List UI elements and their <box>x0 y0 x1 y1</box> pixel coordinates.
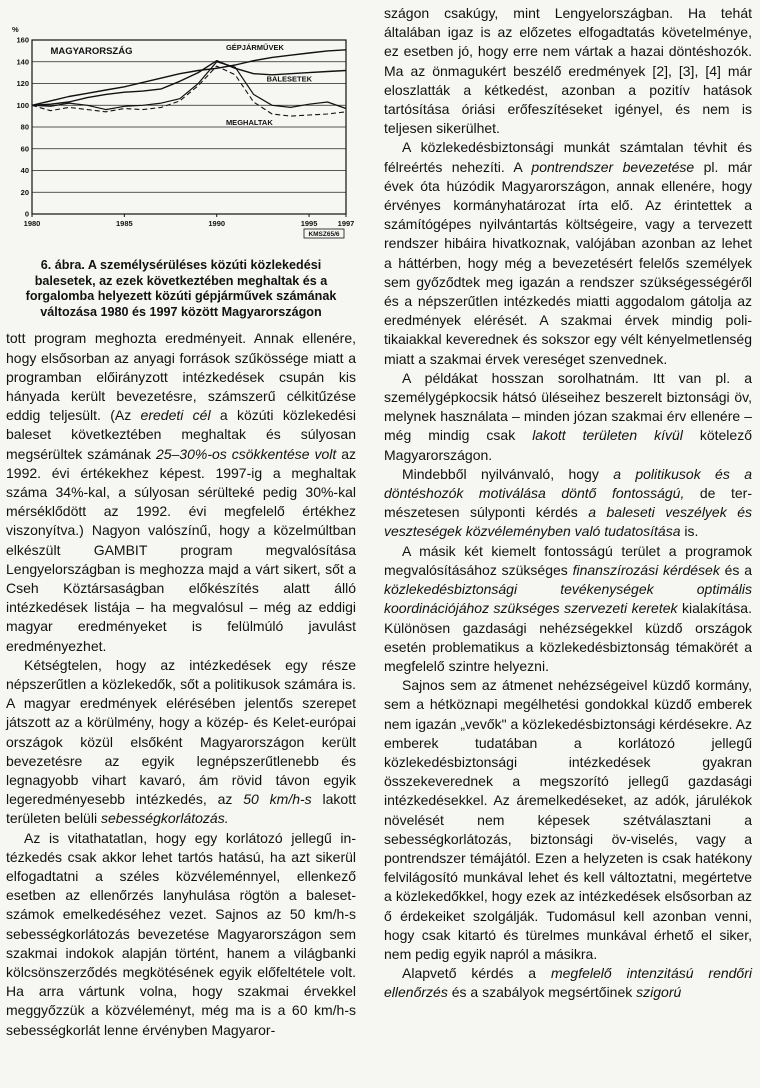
paragraph <box>384 676 752 964</box>
text-run: az 1992. évi értékekhez képest. 1997-ig a meghaltak száma 34%-kal, a súlyosan sérülteké pedig 30%-kal mérséklődött az 1992. évi megfelelő értékhez viszonyítva.) Nagyon valószínű, hogy a közelmúltban elkészült GAMBIT program megvalósítása Lengyelországban is meghozza majd a várt sikert, sőt a Cseh Köztársaságban előkészítés alatt álló intézkedések listája – ha megvalósul – még az eddigi magyar eredményeket is felülmúló javulást eredményezhet. <box>6 445 357 654</box>
text-run: Kétségtelen, hogy az intézkedések egy része népszerűtlen a közlekedők, sőt a politikusok számára is. A magyar eredmények elérésében jelentős szerepet játszott az a körülmény, hogy a közép- és Kelet-európai országok közül elsőként Magyarországon került bevezetésre az egyik legnépszerűtlenebb és legnagyobb vihart kavaró, ám rövid távon egyik legeredményesebb intézkedés, az <box>6 656 356 808</box>
chart-title: MAGYARORSZÁG <box>50 46 133 58</box>
text-run: A példákat hosszan sorolhatnám. Itt van pl. a személygépkocsik hátsó üléseihez beszerelt biztonsági öv, melynek használata – minden józan szakmai érv ellenére – még mindig csak <box>384 369 752 444</box>
paragraph <box>6 829 356 1040</box>
text-run: A közlekedésbiztonsági munkát számtalan tévhit és félreértés nehezíti. A <box>384 139 752 175</box>
emphasis-text: a baleseti veszélyek és veszteségek közvéleményben való tudatosítása <box>384 504 752 540</box>
text-run: A másik két kiemelt fontosságú terület a programok megvalósításához szükséges <box>384 542 752 578</box>
series-line-3 <box>32 62 346 110</box>
text-run: tott program meghozta eredményeit. Annak ellenére, hogy elsősorban az anyagi források szűkössége miatt a programban előirányzott intézkedések csupán kis hányada került bevezetésre, számszerű célkitűzése eddig teljesült. (Az <box>6 330 356 424</box>
emphasis-text: a politikusok és a döntéshozók motiválása döntő fontosságú, <box>384 465 752 502</box>
text-run: Az is vitathatatlan, hogy egy korlátozó jellegű intézkedés csak akkor lehet tartós hatású, ha azt sikerül elfogadtatni a széles közvéleménnyel, ellenkező esetben az ellenőrzés lanyhulása rögtön a balesetszámok emelkedéséhez vezet. Sajnos az 50 km/h-s sebességkorlátozás bevezetése Magyarországon sem szakmai indokok alapján történt, hanem a világbanki kölcsönszerződés megkötésének egyik előfeltétele volt. Ha arra vártunk volna, hogy szakmai érvekkel meggyőzzük a közvéleményt, még ma is a 60 km/h-s sebességkorlát lenne érvényben Magyaror- <box>6 829 356 1038</box>
emphasis-text: közlekedésbiztonsági tevékenységek optimális koordinációjához szükséges szervezeti keretek <box>384 581 752 617</box>
emphasis-text: eredeti cél <box>140 407 211 424</box>
series-label: GÉPJÁRMŰVEK <box>225 42 284 52</box>
text-run: lakott területen belüli <box>6 791 357 827</box>
emphasis-text: sebességkorlátozás. <box>100 810 229 827</box>
x-tick-label: 1990 <box>208 219 226 228</box>
y-tick-label: 120 <box>16 79 29 89</box>
text-run: és a <box>719 561 753 578</box>
text-run: is. <box>680 523 699 540</box>
y-tick-label: 0 <box>24 209 29 219</box>
paragraph <box>6 656 356 829</box>
emphasis-text: 50 km/h-s <box>243 791 312 808</box>
left-body-text <box>6 329 356 1040</box>
y-tick-label: 140 <box>16 57 29 67</box>
figure-caption: 6. ábra. A személysérüléses közúti közlekedési balesetek, az ezek következtében meghaltak és a forgalomba helyezett közúti gépjárművek számának változása 1980 és 1997 között Magyarországon <box>25 258 337 319</box>
series-label: MEGHALTAK <box>225 117 273 127</box>
paragraph <box>384 465 752 542</box>
source-code: KMSZ65/6 <box>308 231 340 238</box>
text-run: a közúti közlekedési baleset következtében meghaltak és súlyosan megsérültek számának <box>6 407 356 462</box>
text-run: de természetesen súlyponti kérdés <box>384 485 752 521</box>
paragraph <box>384 4 752 138</box>
x-tick-label: 1980 <box>23 219 41 228</box>
x-tick-label: 1985 <box>116 219 133 228</box>
paragraph <box>384 138 752 368</box>
right-body-text <box>384 4 752 1003</box>
paragraph <box>384 369 752 465</box>
x-tick-label: 1997 <box>337 219 355 228</box>
emphasis-text: 25–30%-os csökkentése volt <box>155 445 337 462</box>
y-tick-label: 80 <box>20 122 29 132</box>
paragraph <box>6 329 356 655</box>
series-label: BALESETEK <box>266 74 312 84</box>
emphasis-text: pontrendszer bevezetése <box>531 158 695 175</box>
y-tick-label: 60 <box>20 144 29 154</box>
x-tick-label: 1995 <box>300 219 318 228</box>
text-run: kialakítása. Különösen gazdasági nehézségekkel küzdő országok esetén problematikus a közlekedésbiztonság témakörét a megfelelő szintre helyezni. <box>384 600 752 674</box>
left-column <box>6 0 356 1040</box>
y-tick-label: 160 <box>16 35 29 45</box>
text-run: és a szabályok megsértőinek <box>447 984 637 1001</box>
emphasis-text: megfelelő intenzitású rendőri ellenőrzés <box>384 965 752 1001</box>
text-run: kötelező Magyarországon. <box>384 427 752 463</box>
text-run: Sajnos sem az átmenet nehézségeivel küzdő kormány, sem a hétköznapi megélhetési gondokkal küzdő emberek nem igazán „vevők" a közlekedésbiztonsági kérdésekre. Az emberek tudatában a korlátozó jellegű közlekedésbiztonsági intézkedések gyakran összekeverednek a megszorító jellegű gazdasági intézkedésekkel. Az áremelkedéseket, az adók, járulékok növelését nem képesek szétválasztani a sebességkorlátozás, biztonsági öv-viselés, vagy a pontrendszer témájától. Ezen a helyzeten is csak hatékony felvilágosító munkával lehet és kell változtatni, megértetve a közlekedőkkel, hogy ezek az intézkedések elsősorban az ő érdekeiket szolgálják. Tudomásul kell azonban venni, hogy csak kitartó és türelmes munkával érhető el siker, nem pedig egyik napról a másikra. <box>384 677 752 962</box>
y-axis-label: % <box>12 25 19 34</box>
text-run: Alapvető kérdés a <box>402 965 551 982</box>
text-run: pl. már évek óta húzódik Magyarországon, annak ellenére, hogy érvényes kormányhatározat írta elő. Az érintettek a számítógépes nyilvántartás költségeire, vagy a tervezett rendszer hibáira hivatkoznak, valójában azonban az lehet a háttérben, hogy még a bevezetésért felelős személyek sem győződtek meg igazán a rendszer szükségességéről és a népszerűtlen intézkedés miatti aggodalom gátolja az eredmények elérését. A szakmai érvek mindig politikaiakkal keverednek és sokszor egy vélt kényelmetlenség miatt a szakmai érvek vereséget szenvednek. <box>384 158 752 367</box>
paragraph <box>384 542 752 676</box>
emphasis-text: finanszírozási kérdések <box>572 561 720 578</box>
right-column <box>384 4 752 1003</box>
y-tick-label: 20 <box>20 187 29 197</box>
emphasis-text: lakott területen kívül <box>532 427 683 444</box>
y-tick-label: 100 <box>16 100 29 110</box>
y-tick-label: 40 <box>20 166 29 176</box>
text-run: szágon csakúgy, mint Lengyelországban. Ha tehát általában igaz is az előzetes elfogadtatás követelménye, ez esetben jó, hogy erre nem vártak a hazai döntéshozók. Ma az önmagukért beszélő eredmények [2], [3], [4] már eloszlatták a kétkedést, azonban a pozitív hatások tartósítása óriási erőfeszítéseket igényel, és nem is teljesen sikerülhet. <box>384 5 752 137</box>
emphasis-text: szigorú <box>636 984 682 1001</box>
text-run: Mindebből nyilvánvaló, hogy <box>402 465 614 482</box>
line-chart <box>6 0 356 255</box>
paragraph <box>384 964 752 1002</box>
